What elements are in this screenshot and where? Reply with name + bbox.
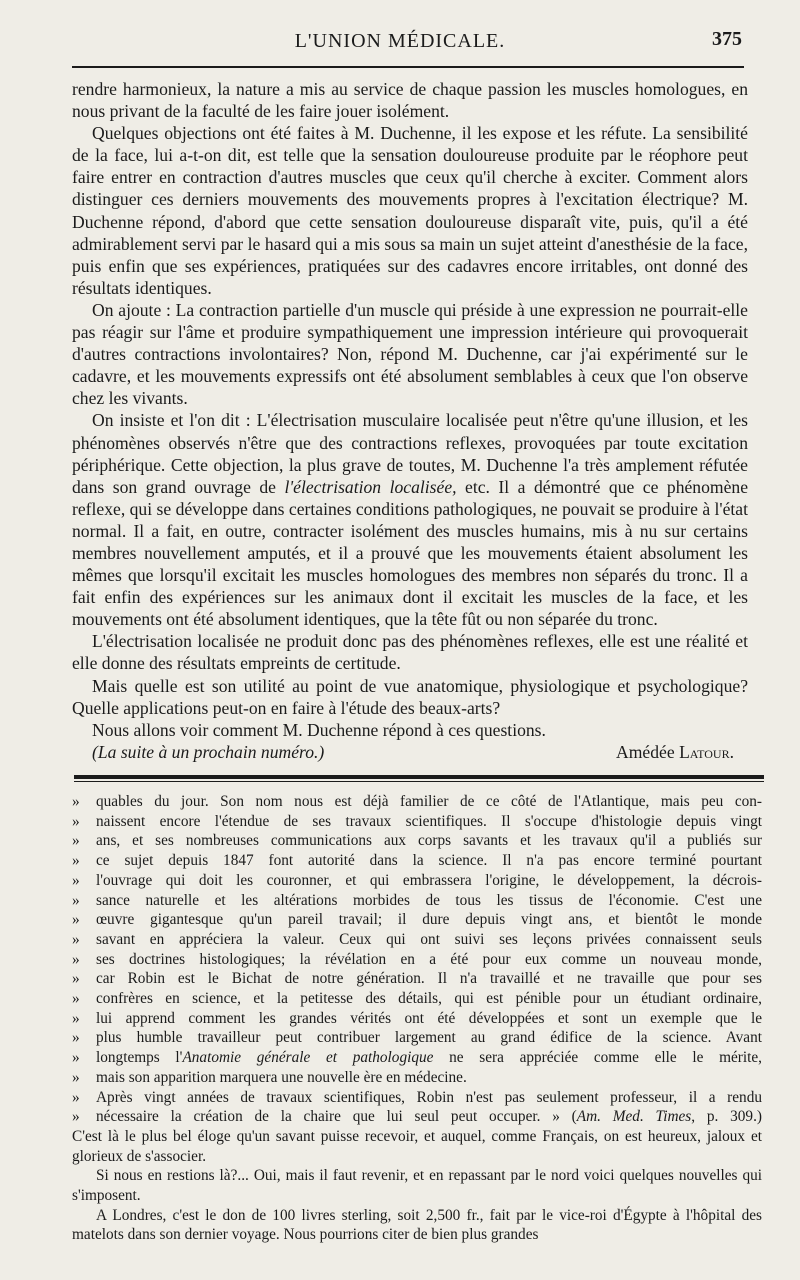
paragraph: A Londres, c'est le don de 100 livres sterling, soit 2,500 fr., fait par le vice-roi d'Égypte à l'hôpital des matelots dans son dernier voyage. Nous pourrions citer de bien plus grandes: [72, 1206, 762, 1244]
feuilleton: [72, 792, 762, 1245]
text-run: ne sera appréciée comme elle le mérite,: [433, 1049, 762, 1067]
quote-mark: »: [72, 1108, 80, 1126]
text-run: , p. 309.): [691, 1108, 762, 1126]
quote-line: [72, 1028, 762, 1048]
quote-text: œuvre gigantesque qu'un pareil travail; il dure depuis vingt ans, et bientôt le monde: [96, 911, 762, 929]
quote-line: [72, 910, 762, 930]
quote-line: [72, 812, 762, 832]
book-title: Anatomie générale et pathologique: [182, 1049, 434, 1067]
quote-text: ans, et ses nombreuses communications aux corps savants et les travaux qu'il a publiés sur: [96, 832, 762, 850]
paragraph: C'est là le plus bel éloge qu'un savant puisse recevoir, et auquel, comme Français, on est heureux, jaloux et glorieux de s'associer.: [72, 1127, 762, 1165]
quote-line: [72, 950, 762, 970]
quote-mark: »: [72, 852, 80, 870]
quote-line: [72, 871, 762, 891]
quote-mark: »: [72, 990, 80, 1008]
text-run: nécessaire la création de la chaire que lui seul peut occuper. » (: [96, 1108, 577, 1126]
paragraph: Nous allons voir comment M. Duchenne répond à ces questions.: [92, 719, 546, 740]
journal-title: Am. Med. Times: [576, 1108, 692, 1126]
text-run: etc. Il a démontré que ce phénomène reflexe, qui se développe dans certaines conditions pathologiques, ne pouvait se produire à l'état normal. Il a fait, en outre, contracter isolément des muscles humains, mis à nu sur certains membres nouvellement amputés, et il a prouvé que les mouvements étaient absolument les mêmes que lorsqu'il excitait les muscles homologues des membres non séparés du tronc. Il a fait enfin des expériences sur les animaux dont il excitait les muscles de la face, et les mouvements ont été absolument identiques, que la tête fût ou non séparée du tronc.: [72, 476, 749, 630]
text-run: On insiste et l'on dit : L'électrisation musculaire localisée peut n'être qu'une illusion, et les phénomènes observés n'être que des contractions reflexes, provoquées par toute excitation périphérique. Cette objection, la plus grave de toutes, M. Duchenne l'a très amplement réfutée dans son grand ouvrage de: [72, 410, 748, 497]
quote-line: [72, 1068, 762, 1088]
quote-mark: »: [72, 950, 80, 968]
signature-first: Amédée: [616, 741, 675, 762]
quote-text: ses doctrines histologiques; la révélation en a été pour eux comme un nouveau monde,: [96, 950, 762, 968]
page-number: 375: [712, 28, 742, 50]
quote-mark: »: [72, 1049, 80, 1067]
quote-mark: »: [72, 911, 80, 929]
quote-text: [96, 1048, 762, 1068]
continued-note: (La suite à un prochain numéro.): [92, 741, 325, 762]
text-run: longtemps l': [96, 1049, 183, 1067]
quote-text: l'ouvrage qui doit les couronner, et qui embrassera l'origine, le développement, la décrois-: [96, 871, 762, 889]
quote-line: [72, 851, 762, 871]
quote-text: naissent encore l'étendue de ses travaux scientifiques. Il s'occupe d'histologie depuis vingt: [96, 812, 762, 830]
quote-line: [72, 831, 762, 851]
quote-text: [96, 1107, 762, 1127]
author-signature: [616, 741, 734, 763]
signoff: [72, 741, 748, 763]
quote-text: quables du jour. Son nom nous est déjà familier de ce côté de l'Atlantique, mais peu con-: [96, 793, 762, 810]
quote-line: [72, 1009, 762, 1029]
quote-text: sance naturelle et les altérations morbides de tous les tissus de l'économie. C'est une: [96, 891, 762, 909]
signature-last: Latour.: [679, 741, 734, 762]
quote-text: mais son apparition marquera une nouvelle ère en médecine.: [96, 1068, 467, 1086]
quote-line: [72, 792, 762, 812]
quote-mark: »: [72, 970, 80, 988]
paragraph: Mais quelle est son utilité au point de vue anatomique, physiologique et psychologique? Quelle applications peut-on en faire à l'étude des beaux-arts?: [72, 675, 748, 718]
paragraph: Si nous en restions là?... Oui, mais il faut revenir, et en repassant par le nord voici quelques nouvelles qui s'imposent.: [72, 1167, 762, 1205]
quote-mark: »: [72, 1009, 80, 1027]
paragraph: [72, 409, 748, 630]
quote-mark: »: [72, 930, 80, 948]
paragraph: rendre harmonieux, la nature a mis au service de chaque passion les muscles homologues, en nous privant de la faculté de les faire jouer isolément.: [72, 79, 748, 122]
paragraph: On ajoute : La contraction partielle d'un muscle qui préside à une expression ne pourrait-elle pas réagir sur l'âme et produire sympathiquement une impression intérieure qui provoquerait d'autres contractions involontaires? Non, répond M. Duchenne, car j'ai expérimenté sur le cadavre, et les mouvements expressifs ont été absolument semblables à ceux que l'on observe chez les vivants.: [72, 299, 748, 409]
quote-text: savant en appréciera la valeur. Ceux qui ont suivi ses leçons privées connaissent seuls: [96, 930, 762, 948]
quote-text: car Robin est le Bichat de notre génération. Il n'a travaillé et ne travaille que pour ses: [96, 970, 762, 988]
quote-line: [72, 969, 762, 989]
book-title: l'électrisation localisée,: [284, 476, 457, 497]
quote-mark: »: [72, 1068, 80, 1086]
quote-mark: »: [72, 1088, 80, 1106]
running-title: L'UNION MÉDICALE.: [294, 30, 506, 52]
quote-text: plus humble travailleur peut contribuer largement au grand édifice de la science. Avant: [96, 1029, 762, 1047]
paragraph: L'électrisation localisée ne produit donc pas des phénomènes reflexes, elle est une réalité et elle donne des résultats empreints de certitude.: [72, 631, 748, 674]
quote-mark: »: [72, 871, 80, 889]
quote-mark: »: [72, 1029, 80, 1047]
quote-line: [72, 930, 762, 950]
quoted-passage: [72, 792, 762, 1048]
quote-mark: »: [72, 891, 80, 909]
article-body: [72, 78, 748, 763]
quote-line: [72, 1048, 762, 1068]
section-divider: [74, 775, 764, 782]
quote-text: ce sujet depuis 1847 font autorité dans la science. Il n'a pas encore terminé pourtant: [96, 852, 762, 870]
paragraph: Quelques objections ont été faites à M. Duchenne, il les expose et les réfute. La sensibilité de la face, lui a-t-on dit, est telle que la sensation douloureuse produite par le réophore peut faire entrer en contraction d'autres muscles que ceux qu'il cherche à exciter. Comment alors distinguer ces derniers mouvements des mouvements propres à l'excitation électrique? M. Duchenne répond, d'abord que cette sensation douloureuse disparaît vite, puis, qu'il a été admirablement servi par le hasard qui a mis sous sa main un sujet atteint d'anesthésie de la face, puis enfin que ses expériences, pratiquées sur des cadavres encore irritables, ont donné des résultats identiques.: [72, 123, 748, 298]
quote-text: Après vingt années de travaux scientifiques, Robin n'est pas seulement professeur, il a rendu: [96, 1088, 762, 1106]
quote-line: [72, 1107, 762, 1127]
quote-line: [72, 891, 762, 911]
quote-text: confrères en science, et la petitesse des détails, qui est pénible pour un étudiant ordinaire,: [96, 990, 762, 1008]
quote-mark: »: [72, 832, 80, 850]
quote-line: [72, 989, 762, 1009]
header-rule: [72, 66, 744, 68]
quote-mark: »: [72, 812, 80, 830]
quote-line: [72, 1088, 762, 1108]
quote-mark: »: [72, 793, 80, 810]
quote-text: lui apprend comment les grandes vérités ont été développées et sont un exemple que le: [96, 1009, 762, 1027]
